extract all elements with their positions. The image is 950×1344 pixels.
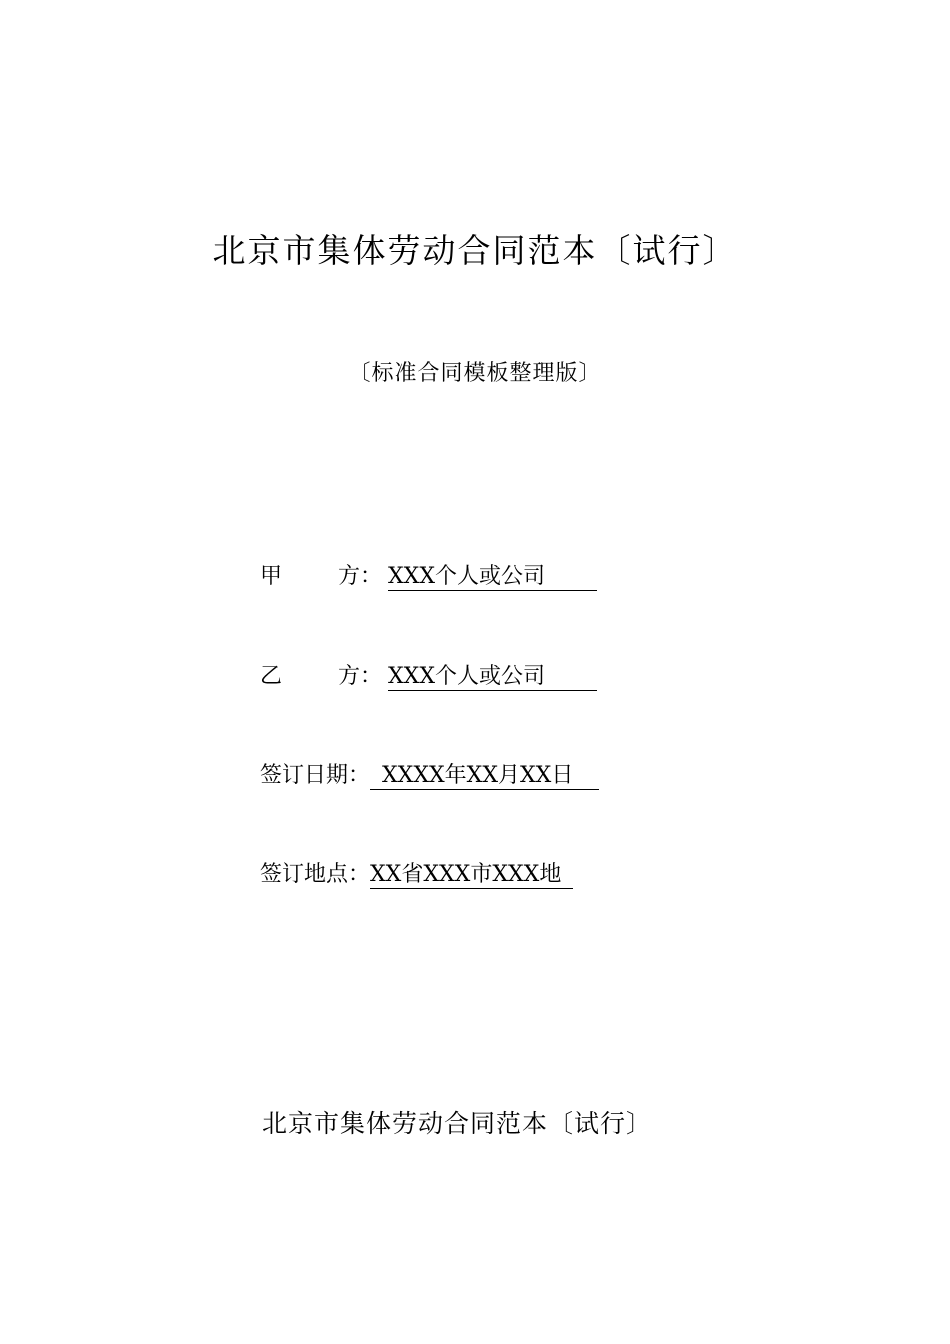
document-title: 北京市集体劳动合同范本〔试行〕 (212, 231, 738, 270)
footer-title: 北京市集体劳动合同范本〔试行〕 (262, 1109, 653, 1138)
sign-date-value: XXXX年XX月XX日 (370, 763, 599, 790)
document-subtitle: 〔标准合同模板整理版〕 (348, 361, 602, 386)
sign-date-label: 签订日期： (260, 763, 371, 788)
party-a-label (260, 562, 388, 592)
party-b-value: XXX个人或公司 (388, 664, 597, 691)
party-a-label-first: 甲 (260, 564, 283, 589)
sign-place-field (260, 860, 573, 890)
party-a-value: XXX个人或公司 (388, 564, 597, 591)
party-b-label-first: 乙 (260, 664, 283, 689)
sign-place-label: 签订地点： (260, 862, 371, 887)
party-b-label-last: 方： (338, 664, 383, 689)
party-a-label-last: 方： (338, 564, 383, 589)
sign-date-field (260, 761, 599, 791)
party-a-field (260, 562, 597, 592)
sign-place-value: XX省XXX市XXX地 (370, 862, 573, 889)
party-b-field (260, 662, 597, 692)
party-b-label (260, 662, 388, 692)
